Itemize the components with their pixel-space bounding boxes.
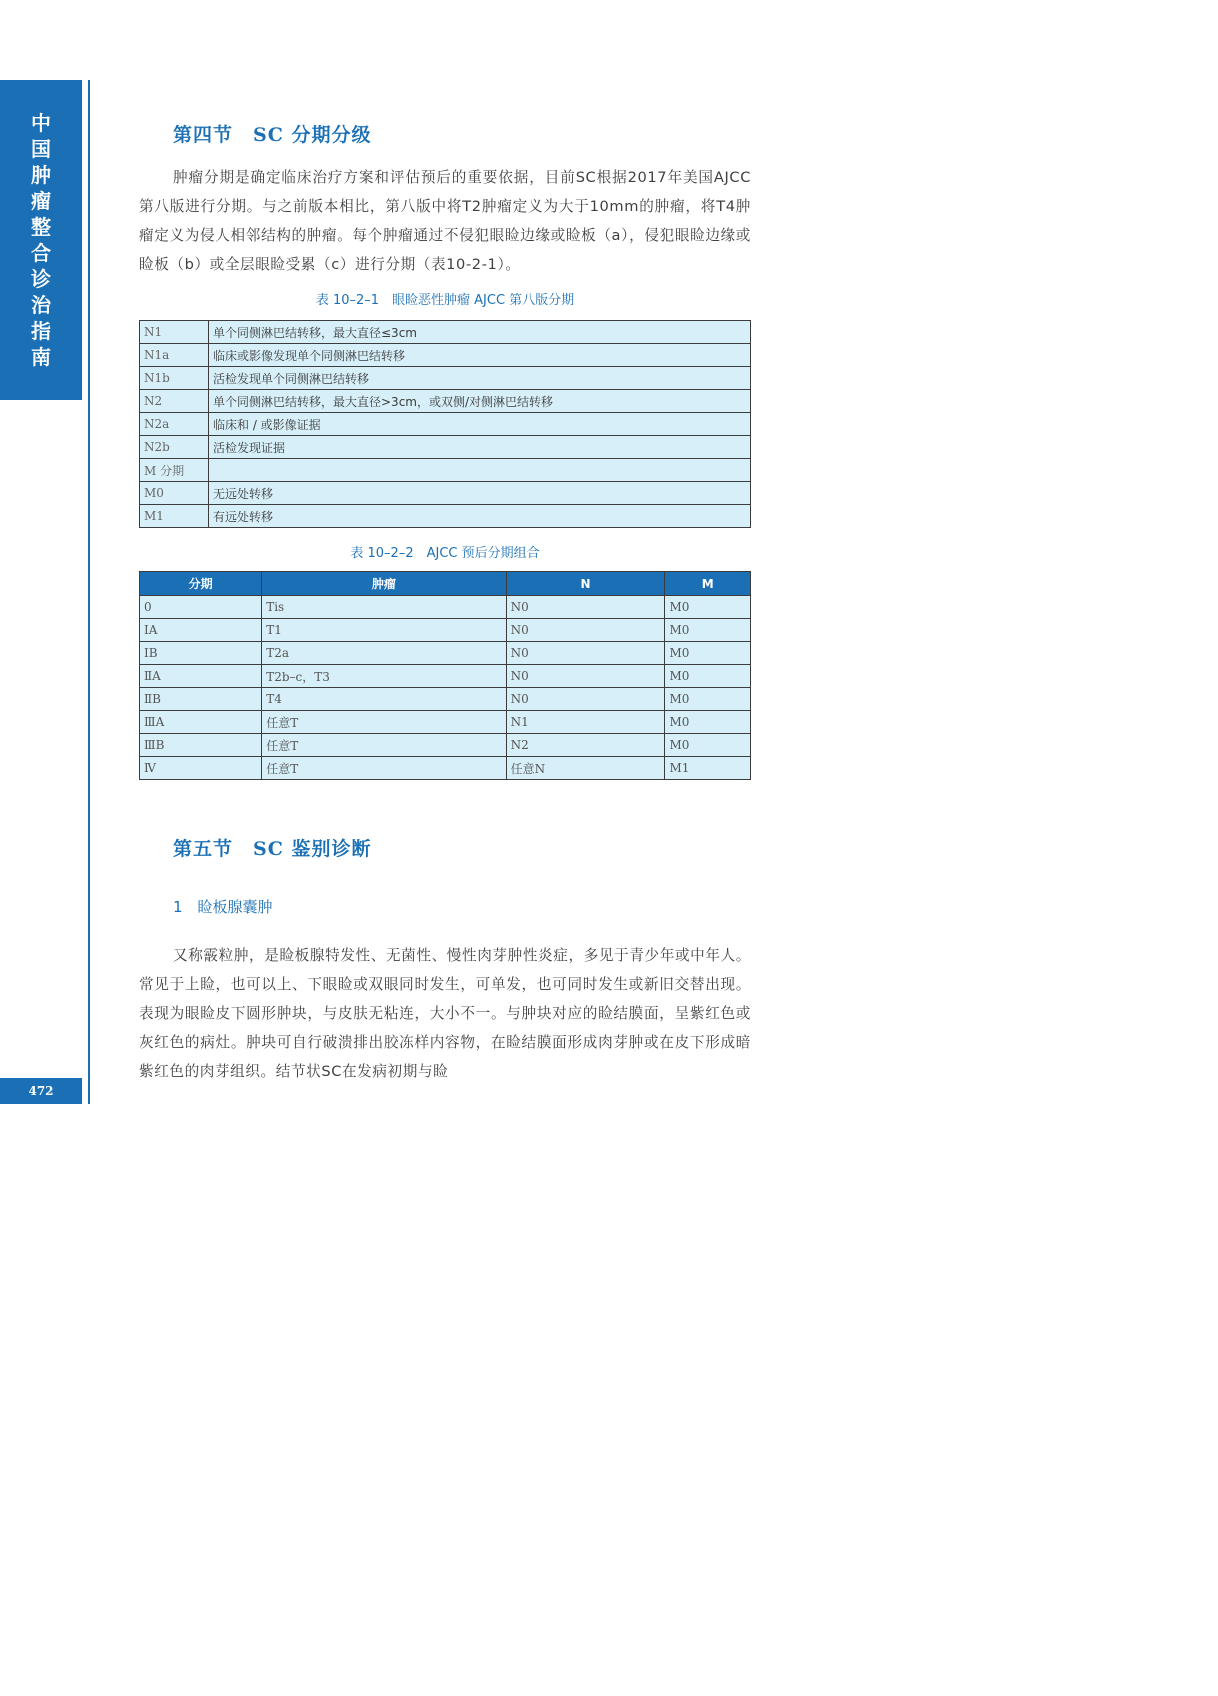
margin-rule	[88, 80, 90, 1104]
table-1	[139, 320, 751, 528]
section-5-title: 第五节 SC 鉴别诊断	[173, 838, 372, 860]
table-2-cell: 任意N	[506, 757, 665, 780]
table-2-caption: 表 10–2–2 AJCC 预后分期组合	[350, 546, 540, 561]
section-5-paragraph: 又称霰粒肿，是睑板腺特发性、无菌性、慢性肉芽肿性炎症，多见于青少年或中年人。常见于上睑，也可以上、下眼睑或双眼同时发生，可单发，也可同时发生或新旧交替出现。表现为眼睑皮下圆形肿块，与皮肤无粘连，大小不一。与肿块对应的睑结膜面，呈紫红色或灰红色的病灶。肿块可自行破溃排出胶冻样内容物，在睑结膜面形成肉芽肿或在皮下形成暗紫红色的肉芽组织。结节状SC在发病初期与睑	[139, 947, 751, 1080]
table-1-row	[140, 390, 751, 413]
table-1-row	[140, 482, 751, 505]
stage-description-cell: 有远处转移	[209, 505, 751, 528]
table-2-row	[140, 711, 751, 734]
stage-code-cell: N2a	[140, 413, 209, 436]
book-title-char: 肿	[31, 163, 51, 187]
stage-code-cell: N1	[140, 321, 209, 344]
table-2-cell: Tis	[262, 596, 506, 619]
table-2-cell: M0	[665, 665, 751, 688]
table-2-cell: N1	[506, 711, 665, 734]
stage-description-cell: 临床或影像发现单个同侧淋巴结转移	[209, 344, 751, 367]
book-title-char: 整	[31, 215, 51, 239]
stage-code-cell: M 分期	[140, 459, 209, 482]
table-2-cell: M0	[665, 688, 751, 711]
stage-description-cell	[209, 459, 751, 482]
table-2-cell: T4	[262, 688, 506, 711]
table-2-cell: ⅢB	[140, 734, 262, 757]
table-2-cell: T1	[262, 619, 506, 642]
table-1-row	[140, 344, 751, 367]
table-2-header-cell: 分期	[140, 572, 262, 596]
stage-code-cell: N1a	[140, 344, 209, 367]
book-title-char: 南	[31, 345, 51, 369]
table-2-cell: N0	[506, 619, 665, 642]
table-1-row	[140, 321, 751, 344]
subheading-chalazion: 1 睑板腺囊肿	[173, 898, 273, 916]
stage-code-cell: M0	[140, 482, 209, 505]
page-number: 472	[0, 1078, 82, 1104]
table-1-row	[140, 367, 751, 390]
table-2-cell: N0	[506, 688, 665, 711]
stage-code-cell: N1b	[140, 367, 209, 390]
table-2-cell: Ⅳ	[140, 757, 262, 780]
table-2-cell: M0	[665, 619, 751, 642]
book-title-char: 国	[31, 137, 51, 161]
table-1-row	[140, 436, 751, 459]
table-2-cell: M1	[665, 757, 751, 780]
table-2-cell: ⅠB	[140, 642, 262, 665]
section-4-title: 第四节 SC 分期分级	[173, 124, 372, 146]
table-2-cell: ⅢA	[140, 711, 262, 734]
book-title-char: 中	[31, 111, 51, 135]
table-2-cell: 0	[140, 596, 262, 619]
table-2-row	[140, 619, 751, 642]
book-title-char: 治	[31, 293, 51, 317]
table-2-row	[140, 665, 751, 688]
table-2-header-cell: M	[665, 572, 751, 596]
table-2-cell: ⅡA	[140, 665, 262, 688]
stage-code-cell: N2b	[140, 436, 209, 459]
table-2-cell: 任意T	[262, 734, 506, 757]
table-1-row	[140, 413, 751, 436]
book-title-char: 指	[31, 319, 51, 343]
stage-description-cell: 无远处转移	[209, 482, 751, 505]
table-2	[139, 571, 751, 780]
table-1-row	[140, 505, 751, 528]
table-1-row	[140, 459, 751, 482]
stage-description-cell: 临床和 / 或影像证据	[209, 413, 751, 436]
table-2-cell: ⅡB	[140, 688, 262, 711]
table-2-cell: T2b–c，T3	[262, 665, 506, 688]
table-2-cell: M0	[665, 734, 751, 757]
table-1-caption: 表 10–2–1 眼睑恶性肿瘤 AJCC 第八版分期	[315, 293, 575, 308]
table-2-row	[140, 642, 751, 665]
table-2-cell: N0	[506, 665, 665, 688]
table-2-cell: T2a	[262, 642, 506, 665]
table-2-cell: N0	[506, 642, 665, 665]
table-2-row	[140, 734, 751, 757]
stage-description-cell: 单个同侧淋巴结转移，最大直径≤3cm	[209, 321, 751, 344]
table-2-cell: M0	[665, 711, 751, 734]
stage-description-cell: 活检发现证据	[209, 436, 751, 459]
table-2-header-cell: 肿瘤	[262, 572, 506, 596]
table-2-cell: ⅠA	[140, 619, 262, 642]
stage-description-cell: 单个同侧淋巴结转移，最大直径>3cm，或双侧/对侧淋巴结转移	[209, 390, 751, 413]
table-2-cell: M0	[665, 596, 751, 619]
table-2-row	[140, 757, 751, 780]
table-2-header-cell: N	[506, 572, 665, 596]
stage-description-cell: 活检发现单个同侧淋巴结转移	[209, 367, 751, 390]
table-2-cell: 任意T	[262, 711, 506, 734]
book-title-char: 合	[31, 241, 51, 265]
table-2-cell: N0	[506, 596, 665, 619]
stage-code-cell: M1	[140, 505, 209, 528]
table-2-row	[140, 688, 751, 711]
book-title-tab	[0, 80, 82, 400]
table-2-cell: N2	[506, 734, 665, 757]
book-title-char: 瘤	[31, 189, 51, 213]
table-2-row	[140, 596, 751, 619]
section-4-paragraph: 肿瘤分期是确定临床治疗方案和评估预后的重要依据，目前SC根据2017年美国AJCC第八版进行分期。与之前版本相比，第八版中将T2肿瘤定义为大于10mm的肿瘤，将T4肿瘤定义为侵人相邻结构的肿瘤。每个肿瘤通过不侵犯眼睑边缘或睑板（a），侵犯眼睑边缘或睑板（b）或全层眼睑受累（c）进行分期（表10-2-1）。	[139, 169, 751, 273]
table-2-cell: 任意T	[262, 757, 506, 780]
book-title-char: 诊	[31, 267, 51, 291]
table-2-cell: M0	[665, 642, 751, 665]
stage-code-cell: N2	[140, 390, 209, 413]
